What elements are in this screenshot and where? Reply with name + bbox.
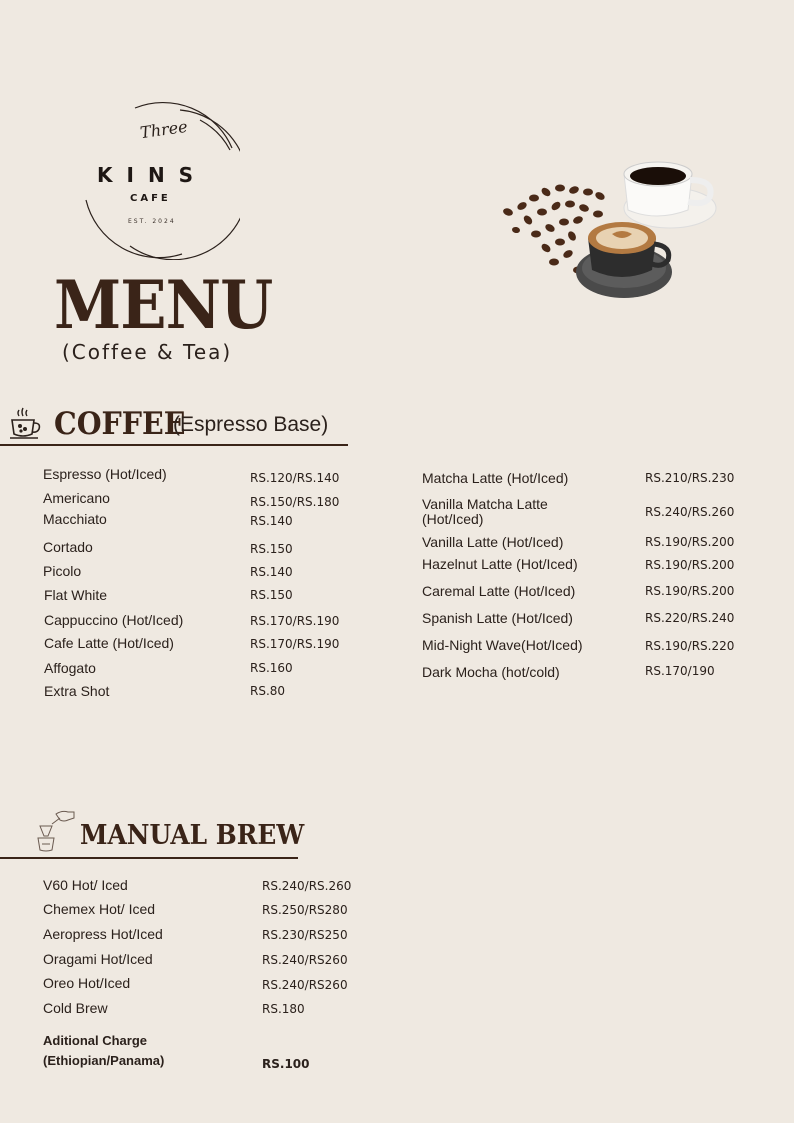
coffee-section-title: COFFEE bbox=[54, 406, 186, 442]
pour-over-kettle-icon bbox=[34, 808, 78, 854]
page-title: MENU bbox=[54, 266, 273, 344]
menu-item-price: RS.220/RS.240 bbox=[645, 611, 735, 625]
menu-item-price: RS.150 bbox=[250, 542, 293, 556]
menu-item-price: RS.120/RS.140 bbox=[250, 471, 340, 485]
menu-item-price: RS.240/RS260 bbox=[262, 978, 348, 992]
menu-item-name: Macchiato bbox=[43, 511, 107, 527]
coffee-section-divider bbox=[0, 444, 348, 446]
logo-script-text: Three bbox=[138, 116, 189, 143]
menu-item-name-line2: (Hot/Iced) bbox=[422, 511, 484, 527]
coffee-cup-icon bbox=[8, 406, 44, 442]
menu-item-price: RS.240/RS.260 bbox=[262, 879, 352, 893]
logo-est: EST. 2024 bbox=[128, 218, 176, 225]
menu-item-name: Caremal Latte (Hot/Iced) bbox=[422, 583, 576, 599]
logo-name: KINS bbox=[97, 163, 208, 187]
menu-item-name: Dark Mocha (hot/cold) bbox=[422, 664, 560, 680]
menu-item-name: Espresso (Hot/Iced) bbox=[43, 466, 167, 482]
menu-item-name: Vanilla Latte (Hot/Iced) bbox=[422, 534, 564, 550]
page-subtitle: (Coffee & Tea) bbox=[62, 340, 233, 364]
menu-item-name: Oragami Hot/Iced bbox=[43, 951, 153, 967]
menu-item-price: RS.190/RS.200 bbox=[645, 558, 735, 572]
menu-item-name: Affogato bbox=[44, 660, 96, 676]
menu-item-price: RS.150/RS.180 bbox=[250, 495, 340, 509]
menu-item-price: RS.160 bbox=[250, 661, 293, 675]
menu-item-name: Matcha Latte (Hot/Iced) bbox=[422, 470, 569, 486]
menu-item-price: RS.190/RS.220 bbox=[645, 639, 735, 653]
additional-charge-origin: (Ethiopian/Panama) bbox=[43, 1053, 165, 1068]
menu-item-price: RS.180 bbox=[262, 1002, 305, 1016]
menu-item-name: Picolo bbox=[43, 563, 82, 579]
menu-item-name: Spanish Latte (Hot/Iced) bbox=[422, 610, 573, 626]
menu-item-name: Vanilla Matcha Latte bbox=[422, 496, 548, 512]
menu-item-name: Cappuccino (Hot/Iced) bbox=[44, 612, 184, 628]
menu-item-name: Americano bbox=[43, 490, 110, 506]
menu-item-name: Hazelnut Latte (Hot/Iced) bbox=[422, 556, 578, 572]
menu-item-name: Aeropress Hot/Iced bbox=[43, 926, 163, 942]
menu-item-price: RS.240/RS260 bbox=[262, 953, 348, 967]
menu-item-name: Cortado bbox=[43, 539, 93, 555]
menu-item-name: Extra Shot bbox=[44, 683, 110, 699]
menu-item-price: RS.210/RS.230 bbox=[645, 471, 735, 485]
menu-item-price: RS.80 bbox=[250, 684, 286, 698]
menu-item-name: Cold Brew bbox=[43, 1000, 108, 1016]
menu-item-price: RS.140 bbox=[250, 514, 293, 528]
menu-item-name: Mid-Night Wave(Hot/Iced) bbox=[422, 637, 583, 653]
menu-item-name: Cafe Latte (Hot/Iced) bbox=[44, 635, 174, 651]
menu-item-price: RS.190/RS.200 bbox=[645, 535, 735, 549]
menu-item-price: RS.240/RS.260 bbox=[645, 505, 735, 519]
additional-charge-label: Aditional Charge bbox=[43, 1033, 148, 1048]
menu-item-price: RS.190/RS.200 bbox=[645, 584, 735, 598]
logo-cafe: CAFE bbox=[130, 193, 171, 204]
menu-item-price: RS.170/190 bbox=[645, 664, 715, 678]
manual-brew-title: MANUAL BREW bbox=[80, 820, 305, 851]
coffee-cups-image bbox=[488, 150, 724, 310]
menu-item-price: RS.140 bbox=[250, 565, 293, 579]
menu-item-price: RS.230/RS250 bbox=[262, 928, 348, 942]
menu-item-name: Flat White bbox=[44, 587, 108, 603]
menu-item-price: RS.170/RS.190 bbox=[250, 637, 340, 651]
additional-charge-price: RS.100 bbox=[262, 1057, 310, 1071]
coffee-section-subtitle: (Espresso Base) bbox=[173, 413, 329, 436]
manual-brew-divider bbox=[0, 857, 298, 859]
menu-item-name: Oreo Hot/Iced bbox=[43, 975, 131, 991]
menu-item-name: V60 Hot/ Iced bbox=[43, 877, 128, 893]
menu-item-price: RS.250/RS280 bbox=[262, 903, 348, 917]
menu-item-price: RS.170/RS.190 bbox=[250, 614, 340, 628]
menu-item-name: Chemex Hot/ Iced bbox=[43, 901, 156, 917]
menu-item-price: RS.150 bbox=[250, 588, 293, 602]
